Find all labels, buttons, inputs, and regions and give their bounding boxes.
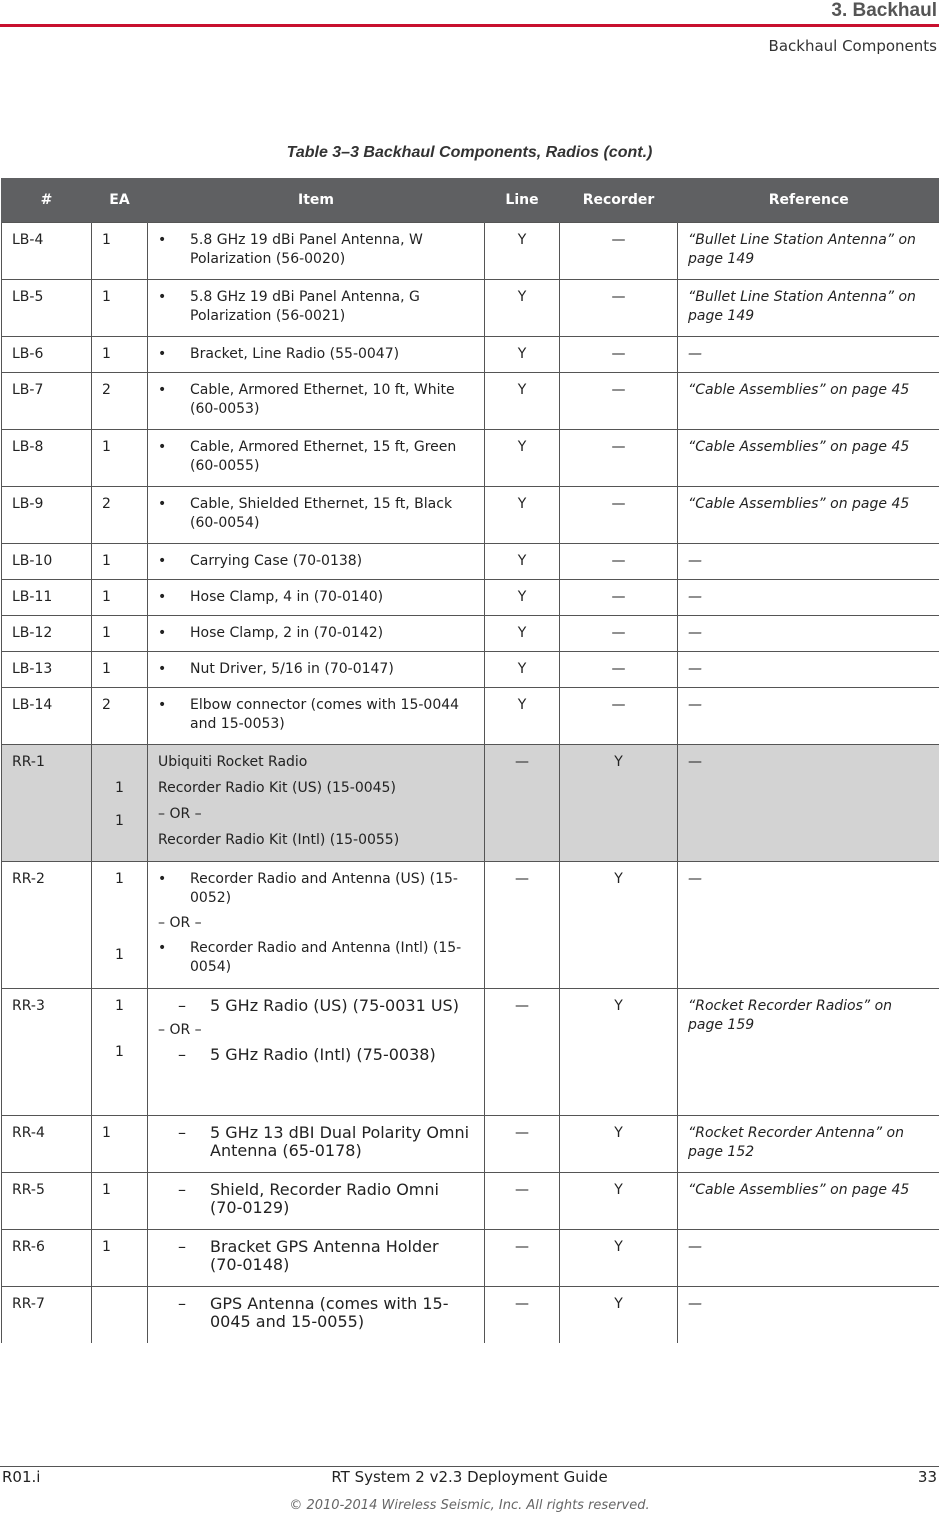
cell-reference	[678, 745, 939, 862]
cell-id	[2, 337, 92, 373]
cell-ea	[92, 487, 148, 544]
item-text: Cable, Armored Ethernet, 10 ft, White (60-0053)	[190, 382, 455, 417]
cell-reference	[678, 1287, 939, 1343]
cell-ea	[92, 1230, 148, 1287]
cell-line	[485, 1116, 560, 1173]
cell-ea	[92, 688, 148, 745]
cell-id-text: LB-13	[12, 661, 53, 677]
item-text: Recorder Radio and Antenna (Intl) (15-0054)	[190, 940, 462, 975]
item-title: Ubiquiti Rocket Radio	[158, 754, 308, 770]
col-header-ea: EA	[92, 178, 148, 223]
cell-recorder	[560, 616, 678, 652]
cell-reference-text: “Bullet Line Station Antenna” on page 149	[688, 289, 916, 324]
cell-ea-text: 2	[102, 697, 111, 713]
cell-recorder-text: —	[611, 232, 626, 248]
cell-line	[485, 280, 560, 337]
cell-reference-text: “Rocket Recorder Radios” on page 159	[688, 998, 893, 1033]
table-row	[2, 1287, 939, 1343]
cell-ea	[92, 280, 148, 337]
cell-line-text: —	[515, 1125, 529, 1141]
col-header-line: Line	[485, 178, 560, 223]
cell-line	[485, 544, 560, 580]
cell-item	[148, 373, 485, 430]
cell-reference-text: —	[688, 871, 702, 887]
cell-ea-text: 1	[102, 232, 111, 248]
bullet-marker: •	[158, 382, 167, 398]
cell-reference-text: “Cable Assemblies” on page 45	[688, 1182, 910, 1198]
item-option: Recorder Radio Kit (US) (15-0045)	[158, 780, 396, 796]
cell-ea	[92, 580, 148, 616]
cell-reference	[678, 616, 939, 652]
footer-rule	[0, 1466, 939, 1467]
item-or: – OR –	[158, 806, 202, 822]
cell-line-text: Y	[517, 589, 527, 605]
cell-line	[485, 989, 560, 1116]
item-bullet	[158, 552, 474, 571]
cell-recorder	[560, 280, 678, 337]
bullet-marker: •	[158, 289, 167, 305]
cell-ea	[92, 745, 148, 862]
bullet-marker: –	[178, 996, 186, 1015]
cell-reference	[678, 223, 939, 280]
cell-recorder	[560, 688, 678, 745]
cell-ea	[92, 1173, 148, 1230]
cell-reference-text: —	[688, 625, 702, 641]
cell-recorder	[560, 989, 678, 1116]
cell-ea-text: 1	[102, 346, 111, 362]
cell-recorder-text: Y	[614, 1296, 623, 1312]
cell-line-text: Y	[517, 661, 527, 677]
item-text: Cable, Shielded Ethernet, 15 ft, Black (60-0054)	[190, 496, 453, 531]
cell-reference-text: —	[688, 1296, 702, 1312]
cell-id-text: RR-1	[12, 754, 45, 770]
cell-recorder-text: —	[611, 661, 626, 677]
table-header-row	[2, 178, 939, 223]
cell-ea	[92, 862, 148, 989]
item-bullet	[158, 588, 474, 607]
bullet-marker: •	[158, 346, 167, 362]
cell-line-text: Y	[517, 232, 527, 248]
cell-recorder-text: —	[611, 346, 626, 362]
item-bullet	[178, 1238, 474, 1274]
item-text: Bracket, Line Radio (55-0047)	[190, 346, 400, 362]
item-text: Recorder Radio and Antenna (US) (15-0052)	[190, 871, 458, 906]
table-caption: Table 3–3 Backhaul Components, Radios (cont.)	[286, 144, 653, 161]
cell-id	[2, 652, 92, 688]
cell-recorder	[560, 745, 678, 862]
cell-id	[2, 989, 92, 1116]
footer-copyright: © 2010-2014 Wireless Seismic, Inc. All rights reserved.	[289, 1498, 650, 1513]
bullet-marker: •	[158, 439, 167, 455]
item-text: Hose Clamp, 2 in (70-0142)	[190, 625, 384, 641]
bullet-marker: –	[178, 1123, 186, 1142]
cell-id	[2, 373, 92, 430]
bullet-marker: •	[158, 697, 167, 713]
table-row	[2, 1173, 939, 1230]
item-bullet	[158, 495, 474, 533]
table-row	[2, 337, 939, 373]
cell-item	[148, 337, 485, 373]
cell-line-text: —	[515, 1296, 529, 1312]
cell-id	[2, 544, 92, 580]
cell-ea-text: 1	[102, 439, 111, 455]
cell-ea-text: 1	[102, 625, 111, 641]
cell-ea-text: 1	[102, 553, 111, 569]
cell-line	[485, 1173, 560, 1230]
item-text: Bracket GPS Antenna Holder (70-0148)	[210, 1237, 439, 1274]
item-bullet	[158, 231, 474, 269]
cell-id-text: LB-4	[12, 232, 44, 248]
bullet-marker: –	[178, 1180, 186, 1199]
cell-recorder	[560, 223, 678, 280]
cell-id	[2, 1173, 92, 1230]
cell-recorder-text: —	[611, 589, 626, 605]
cell-id	[2, 223, 92, 280]
cell-recorder	[560, 487, 678, 544]
cell-line-text: Y	[517, 382, 527, 398]
cell-reference	[678, 1116, 939, 1173]
cell-id	[2, 280, 92, 337]
cell-reference-text: “Cable Assemblies” on page 45	[688, 439, 910, 455]
cell-recorder-text: —	[611, 625, 626, 641]
cell-id-text: LB-7	[12, 382, 44, 398]
cell-ea-text: 1	[102, 1239, 111, 1255]
item-or: – OR –	[158, 1022, 202, 1038]
cell-item	[148, 688, 485, 745]
cell-item	[148, 1173, 485, 1230]
cell-line-text: —	[515, 871, 529, 887]
cell-item	[148, 1116, 485, 1173]
item-bullet	[158, 939, 474, 977]
cell-ea	[92, 616, 148, 652]
item-text: 5.8 GHz 19 dBi Panel Antenna, G Polarization (56-0021)	[190, 289, 420, 324]
item-bullet	[158, 381, 474, 419]
item-bullet	[178, 1124, 474, 1160]
cell-recorder	[560, 652, 678, 688]
cell-ea	[92, 430, 148, 487]
ea-value: 1	[115, 871, 124, 887]
cell-line-text: —	[515, 998, 529, 1014]
cell-id-text: RR-6	[12, 1239, 45, 1255]
cell-line	[485, 1230, 560, 1287]
cell-line-text: Y	[517, 289, 527, 305]
cell-line-text: Y	[517, 346, 527, 362]
cell-recorder	[560, 580, 678, 616]
cell-reference-text: “Rocket Recorder Antenna” on page 152	[688, 1125, 904, 1160]
cell-line	[485, 1287, 560, 1343]
cell-id-text: LB-8	[12, 439, 44, 455]
cell-reference	[678, 862, 939, 989]
cell-item	[148, 487, 485, 544]
cell-reference-text: “Bullet Line Station Antenna” on page 149	[688, 232, 916, 267]
footer-revision: R01.i	[2, 1468, 41, 1486]
cell-id-text: LB-9	[12, 496, 44, 512]
cell-id-text: RR-7	[12, 1296, 45, 1312]
cell-id	[2, 580, 92, 616]
cell-item	[148, 745, 485, 862]
col-header-recorder: Recorder	[560, 178, 678, 223]
cell-id-text: RR-2	[12, 871, 45, 887]
cell-ea	[92, 1116, 148, 1173]
bullet-marker: •	[158, 553, 167, 569]
item-text: Nut Driver, 5/16 in (70-0147)	[190, 661, 394, 677]
item-text: 5 GHz 13 dBI Dual Polarity Omni Antenna (65-0178)	[210, 1123, 470, 1160]
item-bullet	[158, 438, 474, 476]
cell-item	[148, 1287, 485, 1343]
cell-line	[485, 580, 560, 616]
cell-id-text: LB-11	[12, 589, 53, 605]
cell-line	[485, 337, 560, 373]
cell-recorder	[560, 544, 678, 580]
item-text: 5 GHz Radio (US) (75-0031 US)	[210, 996, 459, 1015]
section-title: Backhaul Components	[768, 37, 937, 55]
cell-line-text: Y	[517, 697, 527, 713]
item-bullet	[178, 997, 474, 1015]
item-text: Shield, Recorder Radio Omni (70-0129)	[210, 1180, 439, 1217]
item-bullet	[178, 1181, 474, 1217]
cell-ea	[92, 223, 148, 280]
col-header-number: #	[2, 178, 92, 223]
table-row	[2, 223, 939, 280]
cell-reference-text: “Cable Assemblies” on page 45	[688, 496, 910, 512]
item-bullet	[178, 1046, 474, 1064]
item-text: Elbow connector (comes with 15-0044 and 15-0053)	[190, 697, 460, 732]
cell-line	[485, 862, 560, 989]
cell-id-text: LB-14	[12, 697, 53, 713]
cell-id-text: LB-10	[12, 553, 53, 569]
cell-reference	[678, 337, 939, 373]
cell-id	[2, 745, 92, 862]
cell-line-text: —	[515, 1182, 529, 1198]
table-row	[2, 280, 939, 337]
cell-id	[2, 862, 92, 989]
cell-line-text: Y	[517, 625, 527, 641]
bullet-marker: •	[158, 940, 167, 956]
cell-item	[148, 223, 485, 280]
cell-ea	[92, 373, 148, 430]
item-or: – OR –	[158, 915, 202, 931]
cell-ea	[92, 337, 148, 373]
table-row	[2, 652, 939, 688]
cell-reference	[678, 989, 939, 1116]
cell-recorder-text: —	[611, 496, 626, 512]
item-bullet	[158, 870, 474, 908]
cell-item	[148, 1230, 485, 1287]
cell-recorder	[560, 862, 678, 989]
cell-reference-text: —	[688, 697, 702, 713]
ea-value: 1	[115, 780, 124, 796]
footer-doc-title: RT System 2 v2.3 Deployment Guide	[331, 1468, 608, 1486]
ea-value: 1	[115, 1044, 124, 1060]
cell-recorder	[560, 373, 678, 430]
item-text: GPS Antenna (comes with 15-0045 and 15-0055)	[210, 1294, 449, 1331]
cell-reference-text: —	[688, 1239, 702, 1255]
cell-recorder	[560, 430, 678, 487]
cell-line-text: Y	[517, 439, 527, 455]
cell-reference	[678, 487, 939, 544]
cell-ea-text: 1	[102, 1182, 111, 1198]
bullet-marker: •	[158, 661, 167, 677]
cell-id-text: LB-12	[12, 625, 53, 641]
cell-id-text: RR-3	[12, 998, 45, 1014]
cell-ea-text: 2	[102, 496, 111, 512]
bullet-marker: •	[158, 589, 167, 605]
cell-item	[148, 652, 485, 688]
cell-recorder-text: —	[611, 697, 626, 713]
cell-line-text: Y	[517, 553, 527, 569]
cell-ea-text: 1	[102, 661, 111, 677]
cell-reference	[678, 544, 939, 580]
cell-reference-text: —	[688, 661, 702, 677]
cell-reference-text: “Cable Assemblies” on page 45	[688, 382, 910, 398]
cell-recorder	[560, 1116, 678, 1173]
cell-item	[148, 580, 485, 616]
cell-ea-text: 1	[102, 289, 111, 305]
cell-line	[485, 652, 560, 688]
cell-line	[485, 430, 560, 487]
item-bullet	[158, 624, 474, 643]
ea-value: 1	[115, 998, 124, 1014]
ea-value: 1	[115, 813, 124, 829]
cell-id	[2, 1287, 92, 1343]
cell-reference-text: —	[688, 589, 702, 605]
bullet-marker: •	[158, 496, 167, 512]
chapter-title: 3. Backhaul	[831, 0, 937, 21]
cell-item	[148, 280, 485, 337]
cell-line	[485, 745, 560, 862]
table-row	[2, 1230, 939, 1287]
cell-recorder-text: —	[611, 439, 626, 455]
components-table	[1, 178, 939, 1343]
cell-line	[485, 616, 560, 652]
cell-ea	[92, 544, 148, 580]
cell-ea-text: 1	[102, 589, 111, 605]
cell-ea	[92, 1287, 148, 1343]
cell-recorder-text: —	[611, 553, 626, 569]
cell-ea	[92, 989, 148, 1116]
cell-line	[485, 373, 560, 430]
cell-reference	[678, 430, 939, 487]
item-bullet	[158, 288, 474, 326]
cell-line	[485, 688, 560, 745]
table-row	[2, 487, 939, 544]
cell-item	[148, 862, 485, 989]
cell-item	[148, 616, 485, 652]
cell-reference	[678, 688, 939, 745]
item-bullet	[158, 345, 474, 364]
cell-recorder-text: Y	[614, 754, 623, 770]
footer-page-number: 33	[917, 1468, 937, 1486]
bullet-marker: •	[158, 625, 167, 641]
cell-reference	[678, 1173, 939, 1230]
item-text: Carrying Case (70-0138)	[190, 553, 363, 569]
cell-ea-text: 2	[102, 382, 111, 398]
cell-id	[2, 688, 92, 745]
cell-recorder	[560, 1230, 678, 1287]
cell-id-text: RR-4	[12, 1125, 45, 1141]
item-text: Hose Clamp, 4 in (70-0140)	[190, 589, 384, 605]
table-row	[2, 430, 939, 487]
cell-reference-text: —	[688, 553, 702, 569]
cell-reference	[678, 280, 939, 337]
cell-reference	[678, 580, 939, 616]
header-rule	[0, 24, 939, 27]
cell-recorder-text: Y	[614, 871, 623, 887]
item-option: Recorder Radio Kit (Intl) (15-0055)	[158, 832, 400, 848]
item-bullet	[178, 1295, 474, 1331]
item-bullet	[158, 660, 474, 679]
cell-line-text: —	[515, 754, 529, 770]
col-header-reference: Reference	[678, 178, 939, 223]
cell-recorder-text: Y	[614, 1239, 623, 1255]
cell-id	[2, 1230, 92, 1287]
cell-recorder-text: Y	[614, 1125, 623, 1141]
cell-line	[485, 223, 560, 280]
table-row	[2, 989, 939, 1116]
table-row	[2, 616, 939, 652]
cell-line-text: Y	[517, 496, 527, 512]
cell-id-text: RR-5	[12, 1182, 45, 1198]
cell-reference	[678, 652, 939, 688]
col-header-item: Item	[148, 178, 485, 223]
cell-recorder-text: Y	[614, 998, 623, 1014]
bullet-marker: –	[178, 1045, 186, 1064]
cell-reference-text: —	[688, 754, 702, 770]
cell-ea-text: 1	[102, 1125, 111, 1141]
cell-line-text: —	[515, 1239, 529, 1255]
cell-line	[485, 487, 560, 544]
cell-recorder	[560, 337, 678, 373]
table-row	[2, 1116, 939, 1173]
bullet-marker: •	[158, 871, 167, 887]
table-row	[2, 862, 939, 989]
item-text: 5 GHz Radio (Intl) (75-0038)	[210, 1045, 436, 1064]
table-row	[2, 373, 939, 430]
cell-item	[148, 544, 485, 580]
ea-value: 1	[115, 947, 124, 963]
table-row	[2, 745, 939, 862]
cell-ea	[92, 652, 148, 688]
cell-id-text: LB-6	[12, 346, 44, 362]
cell-item	[148, 430, 485, 487]
bullet-marker: •	[158, 232, 167, 248]
cell-reference	[678, 373, 939, 430]
cell-id	[2, 430, 92, 487]
cell-id-text: LB-5	[12, 289, 44, 305]
cell-recorder	[560, 1287, 678, 1343]
cell-recorder	[560, 1173, 678, 1230]
cell-id	[2, 487, 92, 544]
item-text: 5.8 GHz 19 dBi Panel Antenna, W Polarization (56-0020)	[190, 232, 423, 267]
cell-reference	[678, 1230, 939, 1287]
table-row	[2, 688, 939, 745]
bullet-marker: –	[178, 1237, 186, 1256]
cell-recorder-text: —	[611, 382, 626, 398]
item-text: Cable, Armored Ethernet, 15 ft, Green (60-0055)	[190, 439, 457, 474]
cell-id	[2, 1116, 92, 1173]
item-bullet	[158, 696, 474, 734]
table-row	[2, 580, 939, 616]
cell-id	[2, 616, 92, 652]
cell-item	[148, 989, 485, 1116]
cell-recorder-text: —	[611, 289, 626, 305]
cell-reference-text: —	[688, 346, 702, 362]
table-row	[2, 544, 939, 580]
bullet-marker: –	[178, 1294, 186, 1313]
cell-recorder-text: Y	[614, 1182, 623, 1198]
